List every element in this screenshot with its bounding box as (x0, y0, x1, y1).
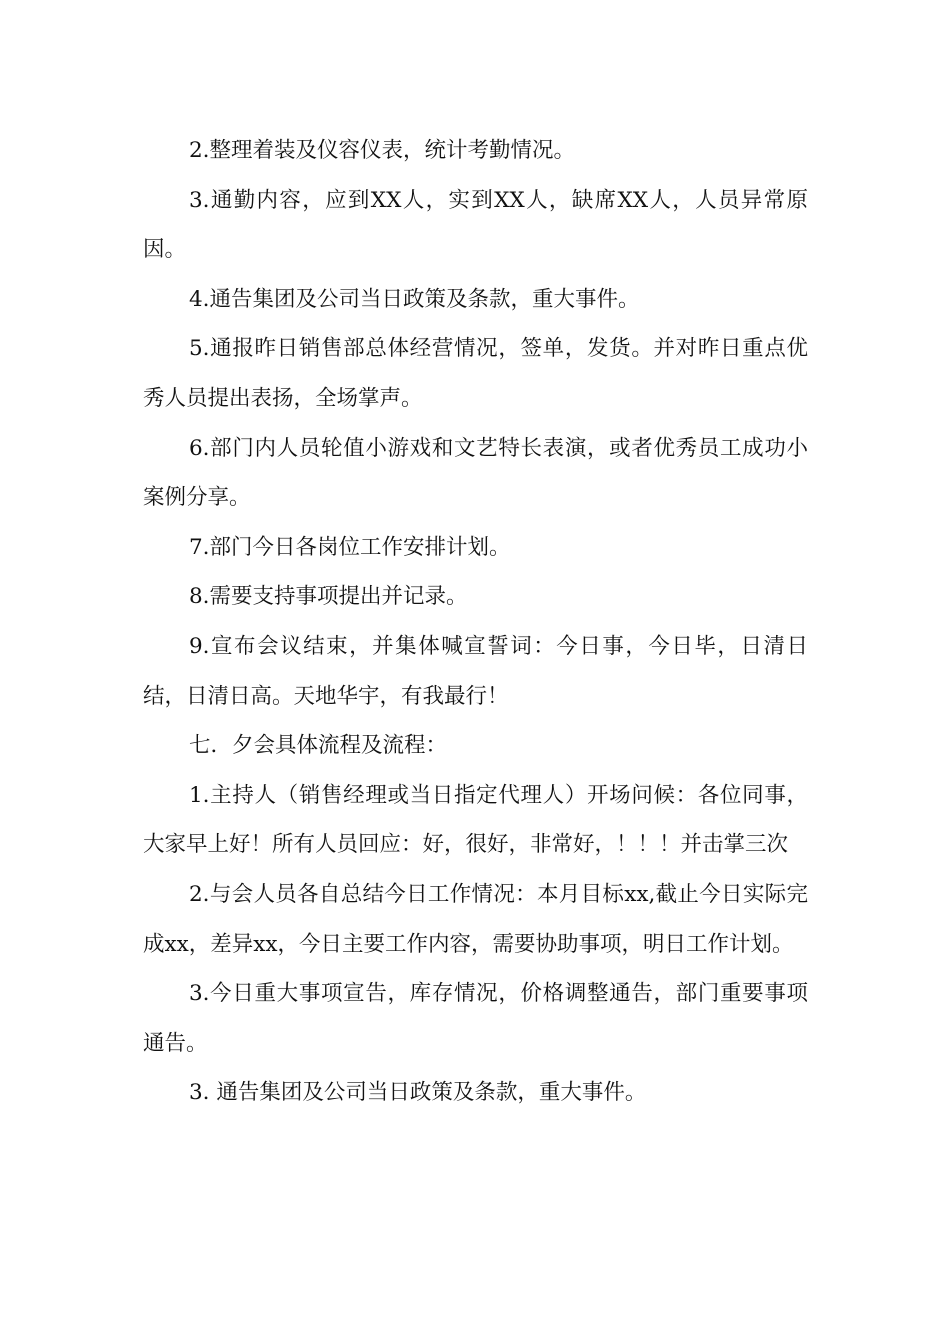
document-body (143, 126, 808, 1118)
paragraph-work-plan: 7.部门今日各岗位工作安排计划。 (189, 534, 511, 560)
paragraph-sales-report: 5.通报昨日销售部总体经营情况，签单，发货。并对昨日重点优秀人员提出表扬，全场掌声。 (143, 336, 808, 411)
section-heading-evening-meeting: 七．夕会具体流程及流程： (189, 733, 448, 759)
paragraph-major-items: 3.今日重大事项宣告，库存情况，价格调整通告，部门重要事项通告。 (143, 981, 808, 1056)
paragraph-attire-attendance: 2.整理着装及仪容仪表，统计考勤情况。 (189, 138, 576, 163)
paragraph-daily-summary: 2.与会人员各自总结今日工作情况：本月目标xx,截止今日实际完成xx，差异xx，今日主要工作内容，需要协助事项，明日工作计划。 (143, 881, 808, 957)
paragraph-support-items: 8.需要支持事项提出并记录。 (189, 584, 468, 610)
paragraph-attendance-count: 3.通勤内容，应到XX人，实到XX人，缺席XX人，人员异常原因。 (143, 187, 808, 263)
paragraph-host-greeting: 1.主持人（销售经理或当日指定代理人）开场问候：各位同事，大家早上好！所有人员回应：好，很好，非常好，！！！并击掌三次 (143, 782, 808, 858)
paragraph-games-sharing: 6.部门内人员轮值小游戏和文艺特长表演，或者优秀员工成功小案例分享。 (143, 435, 808, 511)
paragraph-policy-notice: 4.通告集团及公司当日政策及条款，重大事件。 (189, 286, 640, 312)
paragraph-meeting-close: 9.宣布会议结束，并集体喊宣誓词：今日事，今日毕，日清日结，日清日高。天地华宇，有我最行！ (143, 633, 808, 709)
paragraph-policy-notice-2: 3. 通告集团及公司当日政策及条款，重大事件。 (189, 1080, 647, 1106)
